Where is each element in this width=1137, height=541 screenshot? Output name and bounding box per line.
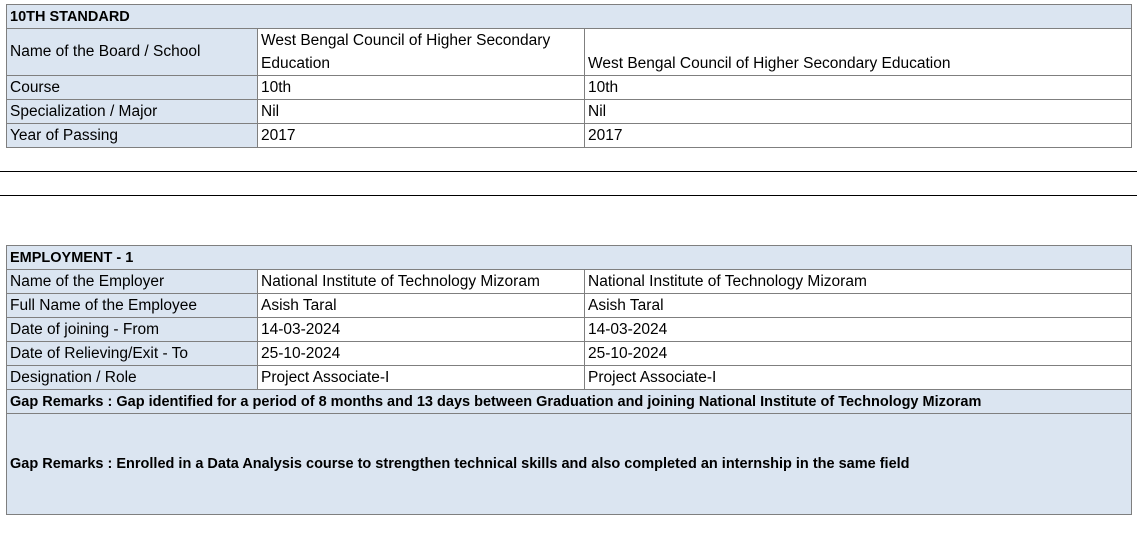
row-value-secondary: National Institute of Technology Mizoram <box>585 270 1132 294</box>
row-value-primary: 10th <box>258 76 585 100</box>
row-value-secondary: 14-03-2024 <box>585 318 1132 342</box>
table-row <box>7 270 1132 294</box>
row-value-secondary: Asish Taral <box>585 294 1132 318</box>
row-value-primary: Asish Taral <box>258 294 585 318</box>
row-value-secondary: Project Associate-I <box>585 366 1132 390</box>
table-row <box>7 318 1132 342</box>
section-divider <box>0 195 1137 196</box>
table-row <box>7 124 1132 148</box>
row-value-secondary: West Bengal Council of Higher Secondary Education <box>585 29 1132 76</box>
row-value-primary: 2017 <box>258 124 585 148</box>
row-value-primary: 14-03-2024 <box>258 318 585 342</box>
table-row <box>7 294 1132 318</box>
row-value-primary: Project Associate-I <box>258 366 585 390</box>
gap-remark-explanation: Gap Remarks : Enrolled in a Data Analysis course to strengthen technical skills and also completed an internship in the same field <box>7 414 1132 515</box>
employment-section-title: EMPLOYMENT - 1 <box>7 246 1132 270</box>
row-label: Designation / Role <box>7 366 258 390</box>
row-label: Full Name of the Employee <box>7 294 258 318</box>
row-label: Date of Relieving/Exit - To <box>7 342 258 366</box>
row-label: Name of the Board / School <box>7 29 258 76</box>
education-section-title: 10TH STANDARD <box>7 5 1132 29</box>
table-row <box>7 29 1132 76</box>
table-row <box>7 76 1132 100</box>
table-row <box>7 366 1132 390</box>
row-label: Year of Passing <box>7 124 258 148</box>
row-value-secondary: 25-10-2024 <box>585 342 1132 366</box>
gap-remark-period: Gap Remarks : Gap identified for a period of 8 months and 13 days between Graduation and joining National Institute of Technology Mizoram <box>7 390 1132 414</box>
row-value-primary: Nil <box>258 100 585 124</box>
row-label: Name of the Employer <box>7 270 258 294</box>
employment-table <box>6 245 1132 515</box>
row-value-primary: National Institute of Technology Mizoram <box>258 270 585 294</box>
row-label: Date of joining - From <box>7 318 258 342</box>
row-value-primary: 25-10-2024 <box>258 342 585 366</box>
row-value-primary: West Bengal Council of Higher Secondary Education <box>258 29 585 76</box>
education-table <box>6 4 1132 148</box>
row-value-secondary: 10th <box>585 76 1132 100</box>
table-row <box>7 100 1132 124</box>
row-label: Course <box>7 76 258 100</box>
row-value-secondary: 2017 <box>585 124 1132 148</box>
section-divider <box>0 171 1137 172</box>
table-row <box>7 342 1132 366</box>
row-label: Specialization / Major <box>7 100 258 124</box>
row-value-secondary: Nil <box>585 100 1132 124</box>
